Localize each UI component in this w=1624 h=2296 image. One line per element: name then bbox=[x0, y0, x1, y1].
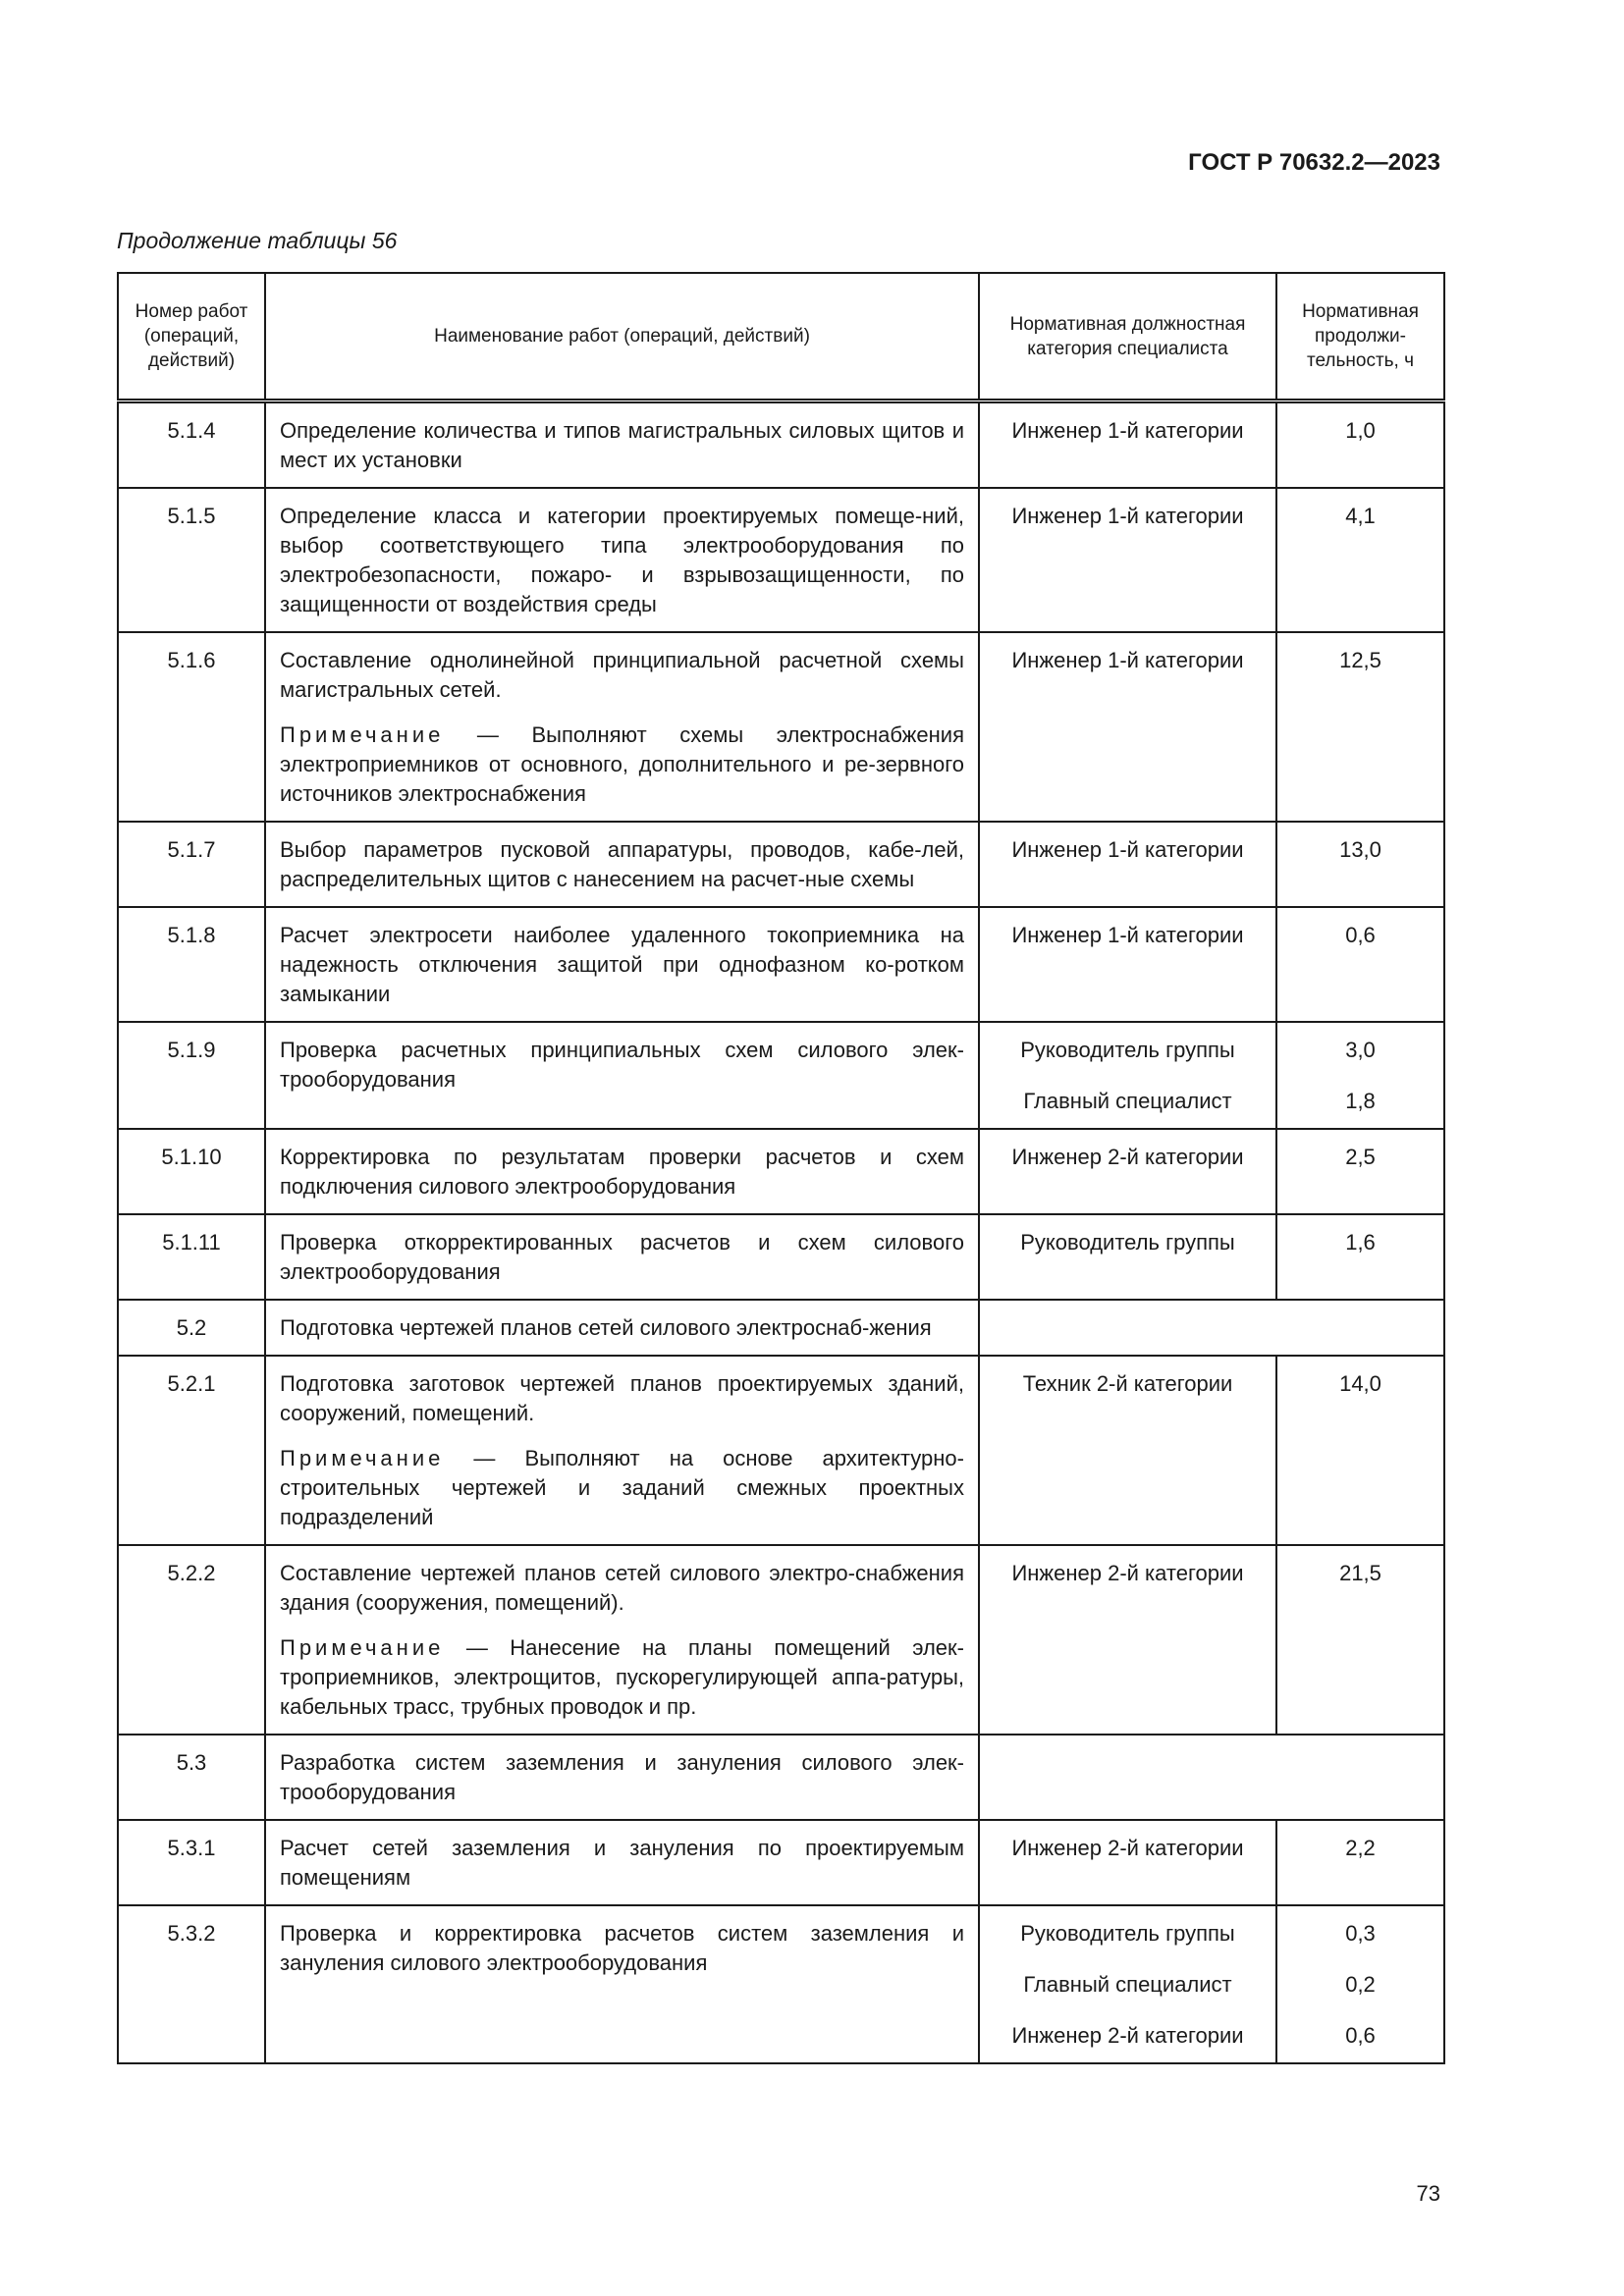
work-name-text: Подготовка заготовок чертежей планов проектируемых зданий, сооружений, помещений. bbox=[280, 1371, 964, 1425]
category-entry: Инженер 1-й категории bbox=[1011, 923, 1244, 947]
duration-entry: 2,5 bbox=[1345, 1145, 1376, 1169]
work-name-text: Проверка расчетных принципиальных схем силового элек-трооборудования bbox=[280, 1038, 964, 1092]
work-name-text: Выбор параметров пусковой аппаратуры, проводов, кабе-лей, распределительных щитов с нанесением на расчет-ные схемы bbox=[280, 837, 964, 891]
category-entry: Руководитель группы bbox=[1020, 1230, 1235, 1255]
category-entry: Инженер 2-й категории bbox=[1011, 1836, 1244, 1860]
table-row bbox=[118, 1300, 1444, 1356]
work-note bbox=[280, 1633, 964, 1722]
duration-entry: 13,0 bbox=[1339, 837, 1381, 862]
work-name bbox=[265, 1300, 979, 1356]
work-name bbox=[265, 1545, 979, 1735]
specialist-category bbox=[979, 907, 1276, 1022]
specialist-category bbox=[979, 1356, 1276, 1545]
work-note bbox=[280, 721, 964, 809]
work-name bbox=[265, 822, 979, 907]
category-entry: Инженер 2-й категории bbox=[1011, 1561, 1244, 1585]
work-number: 5.3.2 bbox=[118, 1905, 265, 2063]
work-name bbox=[265, 907, 979, 1022]
duration-hours bbox=[1276, 1820, 1444, 1905]
col-header-name: Наименование работ (операций, действий) bbox=[265, 273, 979, 401]
specialist-category bbox=[979, 822, 1276, 907]
duration-hours bbox=[1276, 1129, 1444, 1214]
category-entry: Инженер 1-й категории bbox=[1011, 504, 1244, 528]
duration-hours bbox=[1276, 822, 1444, 907]
work-name-text: Подготовка чертежей планов сетей силового электроснаб-жения bbox=[280, 1315, 932, 1340]
work-name-text: Составление однолинейной принципиальной расчетной схемы магистральных сетей. bbox=[280, 648, 964, 702]
duration-entry: 0,3 bbox=[1345, 1921, 1376, 1946]
duration-entry: 12,5 bbox=[1339, 648, 1381, 672]
work-name-text: Корректировка по результатам проверки расчетов и схем подключения силового электрооборудования bbox=[280, 1145, 964, 1199]
category-entry: Инженер 1-й категории bbox=[1011, 837, 1244, 862]
specialist-category bbox=[979, 1545, 1276, 1735]
specialist-category bbox=[979, 1905, 1276, 2063]
work-name-text: Составление чертежей планов сетей силового электро-снабжения здания (сооружения, помещений). bbox=[280, 1561, 964, 1615]
table-row bbox=[118, 1820, 1444, 1905]
work-name-text: Определение количества и типов магистральных силовых щитов и мест их установки bbox=[280, 418, 964, 472]
norms-table bbox=[117, 272, 1445, 2064]
table-row bbox=[118, 488, 1444, 632]
table-row bbox=[118, 401, 1444, 489]
category-entry: Инженер 2-й категории bbox=[1011, 1145, 1244, 1169]
work-number: 5.3 bbox=[118, 1735, 265, 1820]
duration-entry: 3,0 bbox=[1345, 1038, 1376, 1062]
work-name-text: Расчет электросети наиболее удаленного токоприемника на надежность отключения защитой при однофазном ко-ротком замыкании bbox=[280, 923, 964, 1006]
note-label: Примечание bbox=[280, 1446, 445, 1470]
work-number: 5.1.8 bbox=[118, 907, 265, 1022]
specialist-category bbox=[979, 1214, 1276, 1300]
col-header-number: Номер работ (операций, действий) bbox=[118, 273, 265, 401]
category-entry: Руководитель группы bbox=[1020, 1921, 1235, 1946]
duration-entry: 0,2 bbox=[1345, 1972, 1376, 1997]
specialist-category bbox=[979, 401, 1276, 489]
duration-entry: 1,6 bbox=[1345, 1230, 1376, 1255]
duration-hours bbox=[1276, 1022, 1444, 1129]
duration-entry: 0,6 bbox=[1345, 2023, 1376, 2048]
table-caption: Продолжение таблицы 56 bbox=[117, 228, 398, 253]
duration-hours bbox=[1276, 488, 1444, 632]
note-label: Примечание bbox=[280, 722, 445, 747]
table-row bbox=[118, 1905, 1444, 2063]
duration-entry: 21,5 bbox=[1339, 1561, 1381, 1585]
col-header-category: Нормативная должностная категория специалиста bbox=[979, 273, 1276, 401]
category-entry: Руководитель группы bbox=[1020, 1038, 1235, 1062]
col-header-duration: Нормативная продолжи-тельность, ч bbox=[1276, 273, 1444, 401]
work-number: 5.3.1 bbox=[118, 1820, 265, 1905]
work-name bbox=[265, 1022, 979, 1129]
duration-entry: 2,2 bbox=[1345, 1836, 1376, 1860]
table-row bbox=[118, 1214, 1444, 1300]
table-row bbox=[118, 632, 1444, 822]
table-row bbox=[118, 1022, 1444, 1129]
work-note bbox=[280, 1444, 964, 1532]
work-number: 5.2.1 bbox=[118, 1356, 265, 1545]
work-name-text: Разработка систем заземления и зануления силового элек-трооборудования bbox=[280, 1750, 964, 1804]
duration-entry: 0,6 bbox=[1345, 923, 1376, 947]
work-name bbox=[265, 1905, 979, 2063]
duration-hours bbox=[1276, 907, 1444, 1022]
work-name bbox=[265, 1735, 979, 1820]
note-text: — Выполняют схемы электроснабжения электроприемников от основного, дополнительного и ре-зервного источников электроснабжения bbox=[280, 722, 964, 806]
work-name-text: Расчет сетей заземления и зануления по проектируемым помещениям bbox=[280, 1836, 964, 1890]
category-entry: Инженер 2-й категории bbox=[1011, 2023, 1244, 2048]
specialist-category bbox=[979, 1129, 1276, 1214]
category-entry: Инженер 1-й категории bbox=[1011, 418, 1244, 443]
duration-hours bbox=[1276, 1214, 1444, 1300]
category-entry: Главный специалист bbox=[1023, 1089, 1232, 1113]
work-name bbox=[265, 1820, 979, 1905]
duration-hours bbox=[1276, 1545, 1444, 1735]
category-entry: Техник 2-й категории bbox=[1022, 1371, 1233, 1396]
work-name bbox=[265, 1356, 979, 1545]
work-name bbox=[265, 1129, 979, 1214]
work-number: 5.2 bbox=[118, 1300, 265, 1356]
page-number: 73 bbox=[1416, 2181, 1440, 2206]
work-name-text: Проверка откорректированных расчетов и схем силового электрооборудования bbox=[280, 1230, 964, 1284]
table-body bbox=[118, 401, 1444, 2064]
work-number: 5.1.9 bbox=[118, 1022, 265, 1129]
note-text: — Выполняют на основе архитектурно-строительных чертежей и заданий смежных проектных подразделений bbox=[280, 1446, 964, 1529]
specialist-category bbox=[979, 632, 1276, 822]
work-name bbox=[265, 488, 979, 632]
work-name-text: Определение класса и категории проектируемых помеще-ний, выбор соответствующего типа электрооборудования по электробезопасности, пожаро- и взрывозащищенности, по защищенности от воздействия среды bbox=[280, 504, 964, 616]
table-row bbox=[118, 907, 1444, 1022]
specialist-category bbox=[979, 488, 1276, 632]
table-row bbox=[118, 1356, 1444, 1545]
table-header-row bbox=[118, 273, 1444, 401]
category-entry: Инженер 1-й категории bbox=[1011, 648, 1244, 672]
duration-hours bbox=[1276, 632, 1444, 822]
work-number: 5.1.6 bbox=[118, 632, 265, 822]
specialist-category bbox=[979, 1022, 1276, 1129]
specialist-category bbox=[979, 1820, 1276, 1905]
duration-entry: 1,8 bbox=[1345, 1089, 1376, 1113]
empty-cell bbox=[979, 1300, 1444, 1356]
duration-hours bbox=[1276, 1356, 1444, 1545]
work-name bbox=[265, 401, 979, 489]
work-number: 5.1.4 bbox=[118, 401, 265, 489]
work-number: 5.1.7 bbox=[118, 822, 265, 907]
note-text: — Нанесение на планы помещений элек-троприемников, электрощитов, пускорегулирующей аппа-ратуры, кабельных трасс, трубных проводок и пр. bbox=[280, 1635, 964, 1719]
duration-hours bbox=[1276, 1905, 1444, 2063]
table-row bbox=[118, 1735, 1444, 1820]
empty-cell bbox=[979, 1735, 1444, 1820]
note-label: Примечание bbox=[280, 1635, 445, 1660]
work-number: 5.1.11 bbox=[118, 1214, 265, 1300]
category-entry: Главный специалист bbox=[1023, 1972, 1232, 1997]
table-row bbox=[118, 822, 1444, 907]
duration-entry: 4,1 bbox=[1345, 504, 1376, 528]
duration-entry: 14,0 bbox=[1339, 1371, 1381, 1396]
duration-entry: 1,0 bbox=[1345, 418, 1376, 443]
work-name bbox=[265, 632, 979, 822]
work-number: 5.1.5 bbox=[118, 488, 265, 632]
table-row bbox=[118, 1129, 1444, 1214]
document-standard-number: ГОСТ Р 70632.2—2023 bbox=[1188, 149, 1440, 176]
table-row bbox=[118, 1545, 1444, 1735]
work-name-text: Проверка и корректировка расчетов систем заземления и зануления силового электрооборудования bbox=[280, 1921, 964, 1975]
work-name bbox=[265, 1214, 979, 1300]
work-number: 5.1.10 bbox=[118, 1129, 265, 1214]
duration-hours bbox=[1276, 401, 1444, 489]
work-number: 5.2.2 bbox=[118, 1545, 265, 1735]
